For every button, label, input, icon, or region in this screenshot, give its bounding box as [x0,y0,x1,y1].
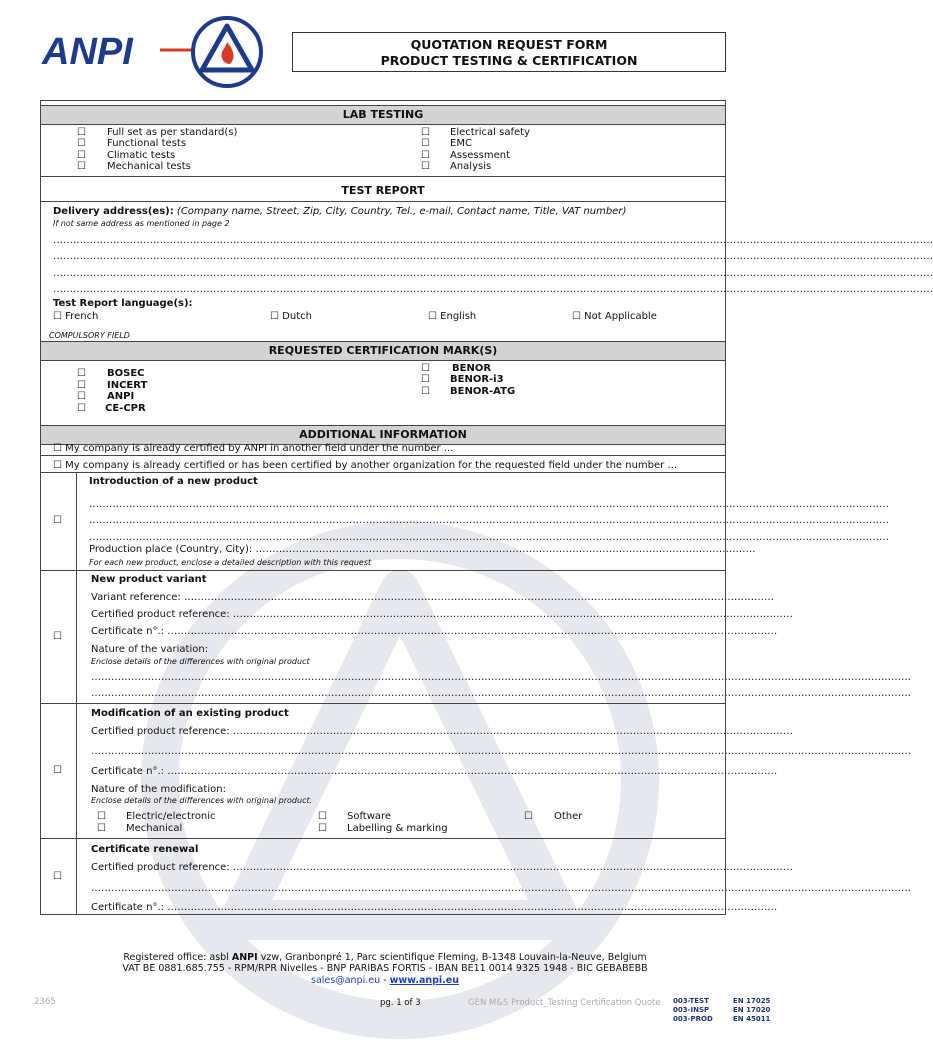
form-title-box [292,32,726,72]
checkbox[interactable]: ☐ [524,811,533,822]
accreditation-code: 003-PROD [673,1015,713,1023]
option-label: Functional tests [107,138,187,149]
checkbox[interactable]: ☐ [77,368,86,379]
certification-heading: REQUESTED CERTIFICATION MARK(S) [41,341,725,361]
production-place-label: Production place (Country, City): [89,544,253,555]
option-label: Analysis [450,161,492,172]
dotted-line[interactable]: …………………………………………………………………………………………………………………………………………………………………………………………………………………… [89,515,889,526]
modification-nature-label: Nature of the modification: [91,784,226,795]
new-product-title: Introduction of a new product [89,476,258,487]
modification-title: Modification of an existing product [91,708,289,719]
language-french[interactable]: ☐ French [53,311,99,322]
certificate-no-row[interactable]: Certificate n°.: ………………………………………………………………………………………………………………………………………………………………… [91,626,778,637]
checkbox[interactable]: ☐ [318,823,327,834]
option-text: My company is already certified by ANPI in another field under the number ... [65,443,454,454]
mark-label: BENOR [452,363,492,374]
checkbox[interactable]: ☐ [77,403,86,414]
certified-ref-row[interactable]: Certified product reference: …………………………………………………………………………………………………………………………………………………… [91,726,793,737]
field-label: Variant reference: [91,592,181,603]
checkbox[interactable]: ☐ [421,127,430,138]
vat-line: VAT BE 0881.685.755 - RPM/RPR Nivelles - BNP PARIBAS FORTIS - IBAN BE11 0014 9325 1948 - BIC GEBABEBB [122,963,648,974]
accreditation-standard: EN 45011 [733,1015,771,1023]
page-number: pg. 1 of 3 [380,998,421,1008]
modification-checkbox[interactable]: ☐ [53,765,62,776]
mark-label: BENOR-ATG [450,386,516,397]
renewal-title: Certificate renewal [91,844,199,855]
certified-ref-row[interactable]: Certified product reference: …………………………………………………………………………………………………………………………………………………… [91,609,793,620]
dotted-line[interactable]: ………………………………………………………………………………………………………………………………………………………………………………………………………………………… [91,746,911,757]
option-label: Other [554,811,583,822]
office-brand: ANPI [231,952,258,963]
logo-wordmark: ANPI [42,31,133,73]
additional-heading: ADDITIONAL INFORMATION [41,425,725,445]
option-label: Assessment [450,150,510,161]
certificate-no-row[interactable]: Certificate n°.: ………………………………………………………………………………………………………………………………………………………………… [91,902,778,913]
option-label: Full set as per standard(s) [107,127,238,138]
mark-label: ANPI [107,391,135,402]
option-label: Software [347,811,392,822]
checkbox[interactable]: ☐ [77,138,86,149]
variant-title: New product variant [91,574,207,585]
email-link[interactable]: sales@anpi.eu [311,975,381,986]
quotation-form [40,100,933,915]
form-title: QUOTATION REQUEST FORM [410,37,608,52]
anpi-logo [42,12,272,92]
file-name: GEN M&S Product_Testing Certification Quote [468,998,661,1008]
mark-label: CE-CPR [105,403,146,414]
dotted-line[interactable]: ………………………………………………………………………………………………………………………………………………………………………………………………………………………… [91,672,911,683]
certificate-no-row[interactable]: Certificate n°.: ………………………………………………………………………………………………………………………………………………………………… [91,766,778,777]
language-label: Dutch [282,311,312,322]
language-label: French [65,311,99,322]
variant-checkbox[interactable]: ☐ [53,631,62,642]
certified-by-anpi[interactable]: ☐ My company is already certified by ANPI in another field under the number ... [53,443,454,454]
checkbox[interactable]: ☐ [421,150,430,161]
compulsory-note: COMPULSORY FIELD [49,331,130,340]
accreditation-standard: EN 17025 [733,997,771,1005]
address-line-3[interactable]: ………………………………………………………………………………………………………………………………………………………………………………………………………………………………………… [53,268,933,279]
language-label: English [440,311,477,322]
field-label: Certificate n°.: [91,626,165,637]
modification-note: Enclose details of the differences with original product. [91,796,313,805]
checkbox[interactable]: ☐ [77,161,86,172]
test-report-heading: TEST REPORT [341,184,425,197]
website-link[interactable]: www.anpi.eu [389,975,459,986]
checkbox[interactable]: ☐ [318,811,327,822]
doc-code: 2365 [34,997,56,1007]
field-label: Certificate n°.: [91,766,165,777]
accreditation-standard: EN 17020 [733,1006,771,1014]
option-label: Electrical safety [450,127,530,138]
accreditation-code: 003-TEST [673,997,709,1005]
new-product-note: For each new product, enclose a detailed description with this request [89,558,372,567]
renewal-checkbox[interactable]: ☐ [53,871,62,882]
field-label: Certified product reference: [91,862,230,873]
language-not-applicable[interactable]: ☐ Not Applicable [572,311,657,322]
form-subtitle: PRODUCT TESTING & CERTIFICATION [380,53,638,68]
accreditation-code: 003-INSP [673,1006,710,1014]
checkbox[interactable]: ☐ [97,823,106,834]
variant-note: Enclose details of the differences with original product [91,657,310,666]
contact-line [0,975,770,986]
dotted-line[interactable]: ………………………………………………………………………………………………………………………………………………………………………………………………………………………… [91,883,911,894]
option-label: Mechanical [126,823,183,834]
checkbox[interactable]: ☐ [77,150,86,161]
delivery-label: Delivery address(es): [53,206,174,217]
mark-label: BENOR-i3 [450,374,504,385]
address-line-4[interactable]: ………………………………………………………………………………………………………………………………………………………………………………………………………………………………………… [53,284,933,295]
dotted-line[interactable]: …………………………………………………………………………………………………………………………………………………………………………………………………………………… [89,532,889,543]
mark-label: BOSEC [107,368,145,379]
field-label: Certificate n°.: [91,902,165,913]
production-place-row[interactable]: Production place (Country, City): …………………………………………………………………………………………………………………………………… [89,544,756,555]
field-label: Certified product reference: [91,726,230,737]
option-label: Mechanical tests [107,161,191,172]
checkbox[interactable]: ☐ [421,386,430,397]
certified-by-other[interactable]: ☐ My company is already certified or has been certified by another organization for the requested field under the number ... [53,460,677,471]
language-english[interactable]: ☐ English [428,311,477,322]
mark-label: INCERT [107,380,148,391]
checkbox[interactable]: ☐ [421,161,430,172]
option-label: Electric/electronic [126,811,216,822]
option-text: My company is already certified or has been certified by another organization for the requested field under the number ... [65,460,677,471]
address-line-1[interactable]: ………………………………………………………………………………………………………………………………………………………………………………………………………………………………………… [53,235,933,246]
language-label: Test Report language(s): [53,298,193,309]
dotted-line[interactable]: ………………………………………………………………………………………………………………………………………………………………………………………………………………………… [91,688,911,699]
checkbox[interactable]: ☐ [421,138,430,149]
registered-office [0,952,770,963]
office-prefix: Registered office: asbl [123,952,229,963]
language-dutch[interactable]: ☐ Dutch [270,311,312,322]
separator: - [383,975,387,986]
delivery-hint: (Company name, Street, Zip, City, Country, Tel., e-mail, Contact name, Title, VAT number) [176,206,627,217]
delivery-address-row [53,206,626,218]
option-label: Labelling & marking [347,823,448,834]
delivery-note: If not same address as mentioned in page 2 [53,219,230,228]
field-label: Certified product reference: [91,609,230,620]
variation-nature-label: Nature of the variation: [91,644,209,655]
variant-ref-row[interactable]: Variant reference: …………………………………………………………………………………………………………………………………………………………… [91,592,774,603]
office-address: vzw, Granbonpré 1, Parc scientifique Fleming, B-1348 Louvain-la-Neuve, Belgium [260,952,647,963]
checkbox[interactable]: ☐ [77,380,86,391]
checkbox[interactable]: ☐ [77,127,86,138]
checkbox[interactable]: ☐ [421,363,430,374]
checkbox[interactable]: ☐ [77,391,86,402]
dotted-line[interactable]: …………………………………………………………………………………………………………………………………………………………………………………………………………………… [89,499,889,510]
checkbox[interactable]: ☐ [97,811,106,822]
checkbox[interactable]: ☐ [421,374,430,385]
language-label: Not Applicable [584,311,657,322]
certified-ref-row[interactable]: Certified product reference: …………………………………………………………………………………………………………………………………………………… [91,862,793,873]
option-label: Climatic tests [107,150,176,161]
lab-testing-heading: LAB TESTING [41,105,725,125]
address-line-2[interactable]: ………………………………………………………………………………………………………………………………………………………………………………………………………………………………………… [53,251,933,262]
new-product-checkbox[interactable]: ☐ [53,515,62,526]
option-label: EMC [450,138,472,149]
